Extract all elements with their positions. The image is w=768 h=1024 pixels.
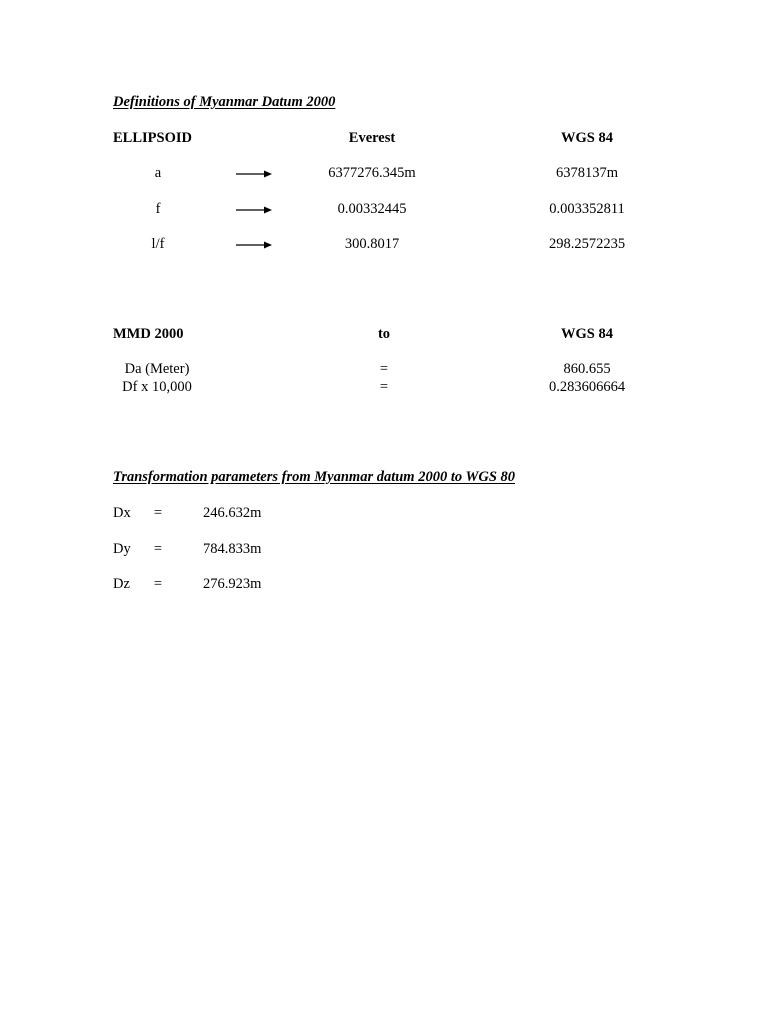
da-equals: = (379, 361, 389, 377)
param-f-label: f (155, 201, 161, 217)
da-value: 860.655 (563, 361, 611, 377)
da-label: Da (Meter) (124, 361, 190, 377)
param-lf-label: l/f (151, 236, 165, 252)
df-value: 0.283606664 (548, 379, 626, 395)
param-f-wgs84: 0.003352811 (549, 201, 625, 217)
to-header: to (377, 326, 391, 342)
param-lf-everest: 300.8017 (344, 236, 400, 252)
dy-label: Dy (113, 541, 131, 557)
dz-equals: = (153, 576, 163, 592)
dx-equals: = (153, 505, 163, 521)
dy-equals: = (153, 541, 163, 557)
right-arrow-icon (236, 240, 272, 250)
right-arrow-icon (236, 205, 272, 215)
wgs84-header: WGS 84 (561, 130, 613, 146)
param-lf-wgs84: 298.2572235 (548, 236, 626, 252)
dx-value: 246.632m (203, 505, 262, 521)
param-f-everest: 0.00332445 (337, 201, 407, 217)
transformation-heading: Transformation parameters from Myanmar datum 2000 to WGS 80 (113, 469, 516, 485)
dy-value: 784.833m (203, 541, 262, 557)
right-arrow-icon (236, 169, 272, 179)
dx-label: Dx (113, 505, 131, 521)
definitions-heading: Definitions of Myanmar Datum 2000 (113, 94, 336, 110)
ellipsoid-header: ELLIPSOID (113, 130, 192, 146)
param-a-everest: 6377276.345m (328, 165, 416, 181)
param-a-wgs84: 6378137m (555, 165, 619, 181)
df-equals: = (379, 379, 389, 395)
dz-label: Dz (113, 576, 130, 592)
df-label: Df x 10,000 (122, 379, 192, 395)
mmd2000-header: MMD 2000 (113, 326, 184, 342)
everest-header: Everest (348, 130, 396, 146)
dz-value: 276.923m (203, 576, 262, 592)
param-a-label: a (154, 165, 162, 181)
wgs84-header-2: WGS 84 (561, 326, 613, 342)
